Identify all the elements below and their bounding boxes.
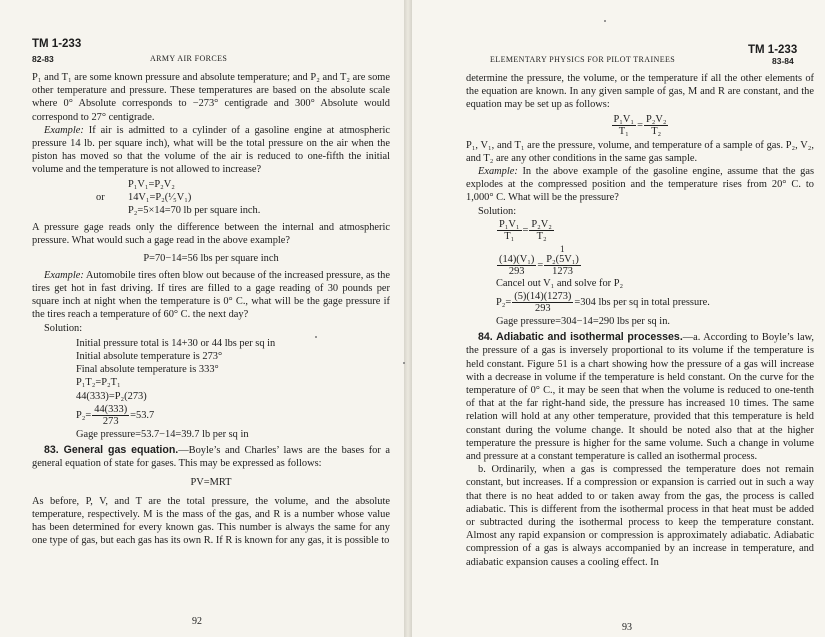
denominator: T₂ bbox=[536, 230, 547, 242]
solution-block bbox=[466, 219, 814, 328]
paragraph: A pressure gage reads only the difference between the internal and atmospheric pressure. What would such a gage read in the above example? bbox=[32, 222, 390, 247]
paragraph: P₁, V₁, and T₁ are the pressure, volume, and temperature of a sample of gas. P₂, V₂, and T₂ are any other conditions in the same gas sample. bbox=[466, 139, 814, 164]
fraction bbox=[497, 254, 536, 277]
right-page bbox=[412, 0, 825, 637]
equation-general-gas: $\frac{\text{P₁V₁}}{\text{T₁}}$ = $\frac{\text{P₂V₂}}{\text{T₂}}$ bbox=[613, 113, 667, 137]
section-title: 84. Adiabatic and isothermal processes. bbox=[478, 331, 683, 344]
denominator: T₂ bbox=[651, 125, 662, 137]
solution-line: Gage pressure=304−14=290 lbs per sq in. bbox=[496, 316, 670, 328]
paragraph-numbers: 82-83 bbox=[32, 54, 54, 64]
equation: PV=MRT bbox=[190, 477, 232, 489]
fraction bbox=[644, 114, 669, 137]
equation: 14V₁=P₂(¹⁄₅V₁) bbox=[128, 191, 192, 203]
paragraph-numbers: 83-84 bbox=[772, 56, 794, 66]
solution-label: Solution: bbox=[44, 322, 83, 334]
solution-line: Cancel out V₁ and solve for P₂ bbox=[496, 277, 624, 289]
paragraph: determine the pressure, the volume, or the temperature if all the other elements of the equation are known. In any given sample of gas, M and R are constant, and the equation may be set up as follows: bbox=[466, 73, 814, 111]
solution-block bbox=[32, 337, 390, 441]
equation-row bbox=[96, 191, 390, 204]
paragraph bbox=[466, 165, 814, 205]
denominator: 293 bbox=[535, 303, 551, 315]
solution-line: 44(333)=P₂(273) bbox=[76, 390, 147, 402]
example-text: If air is admitted to a cylinder of a gasoline engine at atmospheric pressure 14 lb. per square inch), what will be the total pressure on the air when the piston has moved so that the volume of the air is reduced to one-fifth the initial volume and the temperature is not allowed to increase? bbox=[32, 124, 390, 176]
solution-line: Initial absolute temperature is 273° bbox=[76, 351, 223, 363]
equation-block bbox=[32, 178, 390, 218]
equation: P₂=5×14=70 lb per square inch. bbox=[128, 205, 261, 217]
section-83 bbox=[32, 444, 390, 470]
fraction bbox=[512, 291, 573, 314]
cancel-factor: 1 bbox=[560, 243, 565, 254]
denominator: 273 bbox=[102, 415, 119, 427]
tm-number: TM 1-233 bbox=[32, 38, 82, 50]
numerator: (5)(14)(1273) bbox=[514, 291, 572, 303]
solution-line: Initial pressure total is 14+30 or 44 lbs per sq in bbox=[76, 337, 276, 349]
speck-mark bbox=[403, 362, 405, 364]
paragraph: As before, P, V, and T are the total pressure, the volume, and the absolute temperature, respectively. M is the mass of the gas, and R is a number whose value has been determined for every known gas. This number is always the same for any one type of gas, but each gas has its own R. If R is known for any gas, it is possible to bbox=[32, 495, 390, 547]
fraction-lhs: P₂= bbox=[76, 409, 92, 421]
solution-line: P₁T₂=P₂T₁ bbox=[76, 377, 121, 389]
fraction-rhs: =53.7 bbox=[130, 409, 155, 421]
numerator: P₂(5V₁) bbox=[546, 253, 579, 265]
numerator: P₂V₂ bbox=[645, 113, 667, 125]
running-head: ARMY AIR FORCES bbox=[150, 54, 228, 63]
numerator: P₁V₁ bbox=[613, 113, 635, 125]
equation: P=70−14=56 lbs per square inch bbox=[143, 252, 279, 264]
numerator: P₁V₁ bbox=[499, 218, 520, 230]
section-text: —a. According to Boyle’s law, the pressure of a gas is inversely proportional to its volume if the temperature is held constant. Figure 51 is a chart showing how the pressure of a gas will increase with a decrease in volume if the temperature is held constant. On the curve for the temperature of 0° C., it may be seen that when the volume is reduced to one-tenth of that at the far right-hand side, the pressure has increased 10 times. The same relation will hold at any other temperature, provided that this temperature is held constant during the volume change. It should be noted also that at the higher temperature the pressure is higher for the same volume. Such a change in volume and pressure at a constant temperature is called an isothermal process. bbox=[466, 332, 814, 463]
example-text: Automobile tires often blow out because of the increased pressure, as the tires get hot in fast driving. If tires are filled to a gage reading of 30 pounds per square inch at night when the temperature is 0° C., what will be the gage pressure if the tires reach a temperature of 60° C. the next day? bbox=[32, 269, 390, 321]
solution-fraction-line bbox=[76, 404, 390, 427]
fraction-lhs: P₂= bbox=[496, 296, 512, 308]
or-label: or bbox=[96, 191, 105, 203]
equation-row bbox=[496, 291, 814, 314]
denominator: 293 bbox=[508, 265, 525, 277]
equation: P₁V₁=P₂V₂ bbox=[128, 178, 175, 190]
section-84b: b. Ordinarily, when a gas is compressed the temperature does not remain constant, but increases. If a compression or expansion is carried out in such a way that there is no heat added to or taken away from the gas, the process is called adiabatic. This is different from the isothermal process in that heat must be added or subtracted during the isothermal process to keep the temperature constant. Almost any rapid expansion or compression is approximately adiabatic. Adiabatic compression of a gas is always accompanied by an increase in temperature, and adiabatic expansion causes a cooling effect. In bbox=[466, 464, 814, 568]
page-number: 92 bbox=[192, 616, 202, 627]
solution-label: Solution: bbox=[478, 205, 517, 217]
numerator: P₂V₂ bbox=[531, 218, 552, 230]
speck-mark bbox=[315, 336, 317, 338]
section-text: —Boyle’s and Charles’ laws are the bases for a general equation of state for gases. This may be expressed as follows: bbox=[32, 445, 390, 470]
equation-row: 1 $\frac{\text{(14)(V₁)}}{293}$ = $\frac{\text{P₂(5V₁)}}{1273}$ bbox=[499, 243, 579, 277]
book-gutter bbox=[404, 0, 412, 637]
section-84a bbox=[466, 331, 814, 463]
fraction bbox=[92, 404, 129, 427]
equation-row: $\frac{\text{P₁V₁}}{\text{T₁}}$ = $\frac{\text{P₂V₂}}{\text{T₂}}$ bbox=[499, 218, 552, 242]
running-head: ELEMENTARY PHYSICS FOR PILOT TRAINEES bbox=[490, 55, 676, 64]
section-title: 83. General gas equation. bbox=[44, 444, 179, 457]
paragraph bbox=[32, 124, 390, 177]
fraction bbox=[497, 219, 522, 242]
solution-line: Gage pressure=53.7−14=39.7 lb per sq in bbox=[76, 428, 249, 440]
numerator: (14)(V₁) bbox=[499, 253, 535, 265]
left-page bbox=[0, 0, 404, 637]
fraction-rhs: =304 lbs per sq in total pressure. bbox=[574, 296, 710, 308]
example-label: Example: bbox=[44, 269, 84, 281]
solution-line: Final absolute temperature is 333° bbox=[76, 364, 219, 376]
paragraph bbox=[32, 269, 390, 322]
tm-number: TM 1-233 bbox=[748, 44, 798, 56]
example-text: In the above example of the gasoline engine, assume that the gas explodes at the compressed position and the temperature rises from 20° C. to 1,000° C. What will be the pressure? bbox=[466, 166, 814, 204]
numerator: 44(333) bbox=[94, 403, 128, 415]
speck-mark bbox=[604, 20, 606, 22]
left-body bbox=[32, 71, 390, 548]
right-body bbox=[466, 72, 814, 569]
example-label: Example: bbox=[44, 124, 84, 136]
denominator: T₁ bbox=[618, 125, 629, 137]
denominator: T₁ bbox=[504, 230, 515, 242]
page-number: 93 bbox=[622, 622, 632, 633]
fraction bbox=[529, 219, 554, 242]
denominator: 1273 bbox=[552, 265, 573, 277]
example-label: Example: bbox=[478, 166, 518, 178]
fraction bbox=[544, 254, 581, 277]
paragraph: P₁ and T₁ are some known pressure and absolute temperature; and P₂ and T₂ are some other temperature and pressure. These temperatures are based on the absolute scale where 0° Absolute corresponds to −273° centigrade and 300° Absolute would correspond to 27° centigrade. bbox=[32, 72, 390, 123]
fraction bbox=[612, 114, 637, 137]
